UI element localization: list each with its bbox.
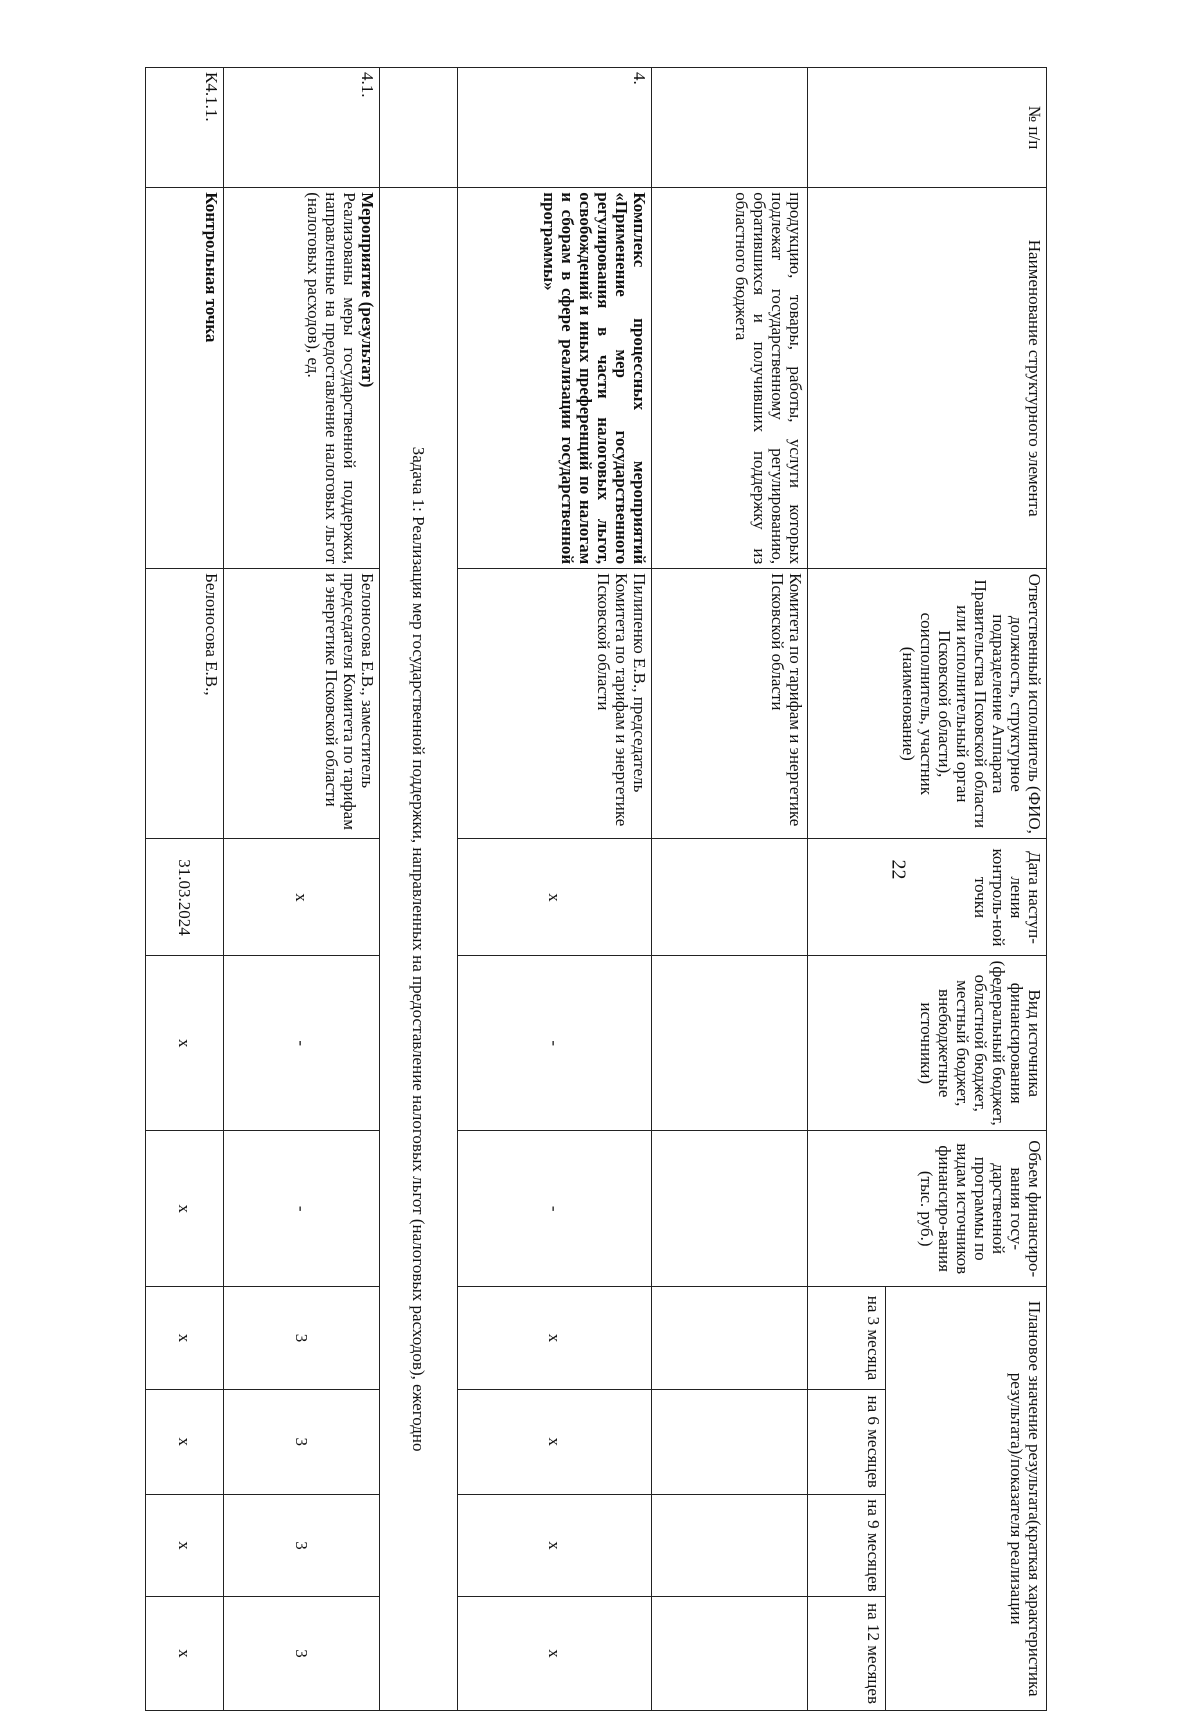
cell-num: 4.1. [223, 68, 379, 188]
cell-m9 [652, 1494, 808, 1596]
cell-m9: х [146, 1494, 224, 1596]
table-row [146, 68, 224, 1711]
cell-name: Комплекс процессных мероприятий «Применение мер государственного регулирования в части налоговых льгот, освобождений и иных преференций по налогам и сборам в сфере реализации государственной программы» [457, 188, 652, 569]
cell-num [652, 68, 808, 188]
header-responsible: Ответственный исполнитель (ФИО, должность, структурное подразделение Аппарата Правительства Псковской области или исполнительный орган Псковской области), соисполнитель, участник (наименование) [808, 569, 1047, 839]
cell-m12: х [146, 1597, 224, 1711]
cell-responsible: Белоносова Е.В., заместитель председателя Комитета по тарифам и энергетике Псковской области [223, 569, 379, 839]
header-num: № п/п [808, 68, 1047, 188]
cell-source: х [146, 956, 224, 1131]
header-date: Дата наступ-ления контроль-ной точки [808, 839, 1047, 956]
cell-name [223, 188, 379, 569]
header-m3: на 3 месяца [808, 1287, 886, 1389]
table-row [652, 68, 808, 1711]
cell-name: Контрольная точка [146, 188, 224, 569]
cell-date [652, 839, 808, 956]
cell-m3 [652, 1287, 808, 1389]
cell-m12: х [457, 1597, 652, 1711]
cell-volume: - [223, 1130, 379, 1286]
cell-source: - [223, 956, 379, 1131]
cell-volume: - [457, 1130, 652, 1286]
cell-date: х [457, 839, 652, 956]
cell-date: х [223, 839, 379, 956]
cell-m12: 3 [223, 1597, 379, 1711]
header-volume: Объем финансиро-вания госу-дарственной программы по видам источников финансиро-вания (тыс. руб.) [808, 1130, 1047, 1286]
cell-responsible: Комитета по тарифам и энергетике Псковской области [652, 569, 808, 839]
cell-responsible: Пилипенко Е.В., председатель Комитета по тарифам и энергетике Псковской области [457, 569, 652, 839]
cell-m3: х [146, 1287, 224, 1389]
header-m9: на 9 месяцев [808, 1494, 886, 1596]
program-table [145, 67, 1047, 1711]
cell-volume [652, 1130, 808, 1286]
table-row [457, 68, 652, 1711]
cell-num: К4.1.1. [146, 68, 224, 188]
cell-num: 4. [457, 68, 652, 188]
cell-m3: х [457, 1287, 652, 1389]
cell-m6: х [457, 1389, 652, 1494]
page-number: 22 [887, 859, 910, 880]
header-m6: на 6 месяцев [808, 1389, 886, 1494]
event-label: Мероприятие (результат) [357, 192, 377, 388]
cell-responsible: Белоносова Е.В., [146, 569, 224, 839]
rotated-table-page [145, 67, 1047, 1711]
cell-source: - [457, 956, 652, 1131]
cell-m6 [652, 1389, 808, 1494]
header-name: Наименование структурного элемента [808, 188, 1047, 569]
cell-m9: х [457, 1494, 652, 1596]
cell-m9: 3 [223, 1494, 379, 1596]
cell-source [652, 956, 808, 1131]
cell-num [379, 68, 457, 188]
task-label: Задача 1: Реализация мер государственной поддержки, направленных на предоставление налоговых льгот (налоговых расходов), ежегодно [379, 188, 457, 1711]
cell-m6: 3 [223, 1389, 379, 1494]
cell-date: 31.03.2024 [146, 839, 224, 956]
cell-volume: х [146, 1130, 224, 1286]
header-plan: Плановое значение результата(краткая характеристика результата)/показателя реализации [886, 1287, 1047, 1711]
task-row [379, 68, 457, 1711]
cell-m12 [652, 1597, 808, 1711]
event-description: Реализованы меры государственной поддержки, направленные на предоставление налоговых льгот (налоговых расходов), ед. [303, 192, 359, 565]
header-row [886, 68, 1047, 1711]
header-m12: на 12 месяцев [808, 1597, 886, 1711]
cell-name: продукцию, товары, работы, услуги которых подлежат государственному регулированию, обратившихся и получивших поддержку из областного бюджета [652, 188, 808, 569]
cell-m3: 3 [223, 1287, 379, 1389]
header-source: Вид источника финансирования (федеральный бюджет, областной бюджет, местный бюджет, внебюджетные источники) [808, 956, 1047, 1131]
table-row [223, 68, 379, 1711]
cell-m6: х [146, 1389, 224, 1494]
